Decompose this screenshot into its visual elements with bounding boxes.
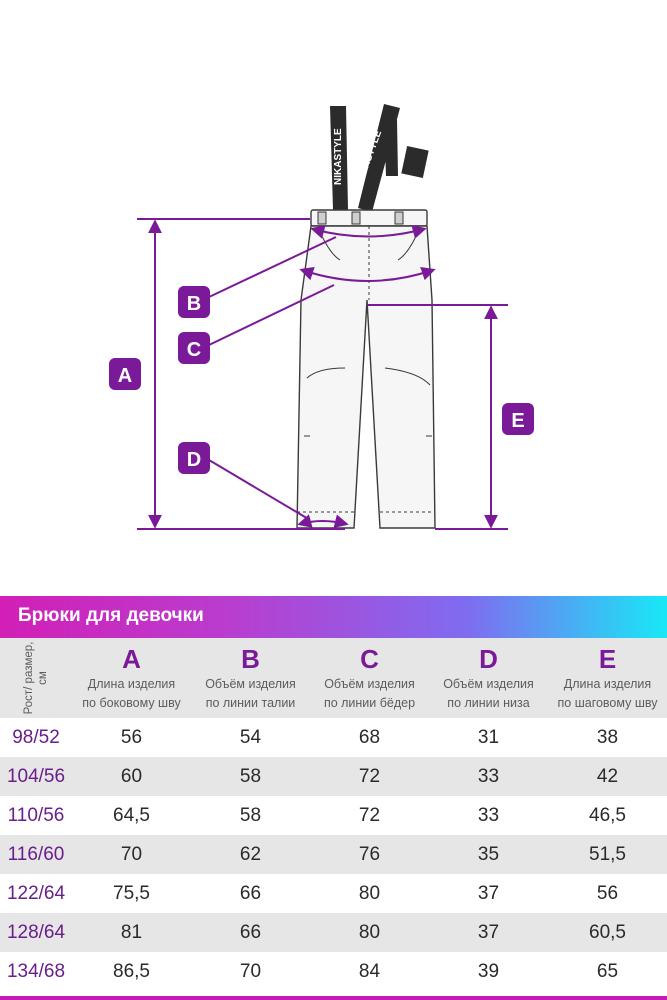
label-e-text: E bbox=[511, 410, 525, 432]
header-desc-line1: Объём изделия bbox=[324, 677, 415, 691]
header-b bbox=[191, 638, 310, 718]
value-c: 68 bbox=[358, 726, 381, 748]
label-d bbox=[178, 442, 210, 474]
label-c-text: C bbox=[186, 339, 202, 361]
bottom-accent-bar bbox=[0, 996, 667, 1000]
header-letter: C bbox=[360, 644, 379, 674]
value-d: 31 bbox=[477, 726, 500, 748]
value-c: 76 bbox=[358, 843, 381, 865]
label-b-text: B bbox=[186, 293, 202, 315]
strap-text-right: NIKASTYLE bbox=[354, 129, 385, 187]
value-a: 81 bbox=[120, 921, 143, 943]
value-b: 58 bbox=[239, 804, 262, 826]
value-a: 60 bbox=[120, 765, 143, 787]
header-desc-line1: Длина изделия bbox=[87, 677, 176, 691]
value-e: 42 bbox=[596, 765, 619, 787]
label-a-text: A bbox=[117, 365, 133, 387]
size-cell: 128/64 bbox=[6, 921, 66, 943]
header-letter: A bbox=[122, 644, 141, 674]
value-d: 37 bbox=[477, 921, 500, 943]
header-letter: E bbox=[598, 644, 617, 674]
header-desc-line2: по линии бёдер bbox=[323, 696, 416, 710]
size-cell: 110/56 bbox=[7, 804, 65, 826]
size-table bbox=[0, 638, 667, 991]
value-d: 33 bbox=[477, 804, 500, 826]
table-row bbox=[0, 796, 667, 835]
header-c bbox=[310, 638, 429, 718]
value-e: 56 bbox=[596, 882, 619, 904]
rost-label: Рост/ размер, см bbox=[23, 641, 49, 715]
value-b: 54 bbox=[239, 726, 262, 748]
value-a: 75,5 bbox=[113, 882, 150, 904]
value-e: 51,5 bbox=[589, 843, 626, 865]
value-c: 80 bbox=[358, 921, 381, 943]
pants-outline bbox=[297, 210, 435, 528]
value-e: 60,5 bbox=[589, 921, 626, 943]
size-cell: 122/64 bbox=[6, 882, 66, 904]
size-cell: 116/60 bbox=[7, 843, 65, 865]
value-d: 39 bbox=[477, 960, 500, 982]
label-c bbox=[178, 332, 210, 364]
value-e: 46,5 bbox=[589, 804, 626, 826]
header-letter: B bbox=[241, 644, 260, 674]
value-a: 86,5 bbox=[113, 960, 150, 982]
value-c: 72 bbox=[358, 804, 381, 826]
label-e bbox=[502, 403, 534, 435]
table-row bbox=[0, 757, 667, 796]
value-c: 84 bbox=[358, 960, 381, 982]
table-row bbox=[0, 952, 667, 991]
header-letter: D bbox=[479, 644, 498, 674]
value-a: 70 bbox=[120, 843, 143, 865]
value-c: 80 bbox=[358, 882, 381, 904]
header-rost bbox=[0, 638, 72, 718]
value-b: 62 bbox=[239, 843, 262, 865]
table-row bbox=[0, 913, 667, 952]
suspenders bbox=[330, 104, 429, 212]
value-b: 70 bbox=[239, 960, 262, 982]
header-desc-line2: по линии низа bbox=[447, 696, 530, 710]
table-row bbox=[0, 835, 667, 874]
table-row bbox=[0, 874, 667, 913]
header-desc-line1: Объём изделия bbox=[205, 677, 296, 691]
size-cell: 98/52 bbox=[12, 726, 60, 748]
value-b: 66 bbox=[239, 882, 262, 904]
label-a bbox=[109, 358, 141, 390]
value-c: 72 bbox=[358, 765, 381, 787]
value-e: 38 bbox=[596, 726, 619, 748]
value-b: 66 bbox=[239, 921, 262, 943]
value-b: 58 bbox=[239, 765, 262, 787]
strap-text-left: NIKASTYLE bbox=[333, 128, 344, 185]
value-d: 35 bbox=[477, 843, 500, 865]
header-e bbox=[548, 638, 667, 718]
title-banner bbox=[0, 596, 667, 638]
header-desc-line2: по линии талии bbox=[205, 696, 296, 710]
header-desc-line1: Объём изделия bbox=[443, 677, 534, 691]
header-d bbox=[429, 638, 548, 718]
header-desc-line2: по боковому шву bbox=[82, 696, 181, 710]
header-desc-line1: Длина изделия bbox=[563, 677, 652, 691]
header-a bbox=[72, 638, 191, 718]
label-b bbox=[178, 286, 210, 318]
header-desc-line2: по шаговому шву bbox=[557, 696, 658, 710]
product-title: Брюки для девочки bbox=[18, 605, 204, 626]
label-d-text: D bbox=[186, 449, 202, 471]
table-header-row bbox=[0, 638, 667, 718]
value-e: 65 bbox=[596, 960, 619, 982]
size-cell: 104/56 bbox=[6, 765, 66, 787]
value-a: 56 bbox=[120, 726, 143, 748]
table-row bbox=[0, 718, 667, 757]
value-a: 64,5 bbox=[113, 804, 150, 826]
value-d: 37 bbox=[477, 882, 500, 904]
size-cell: 134/68 bbox=[6, 960, 66, 982]
value-d: 33 bbox=[477, 765, 500, 787]
